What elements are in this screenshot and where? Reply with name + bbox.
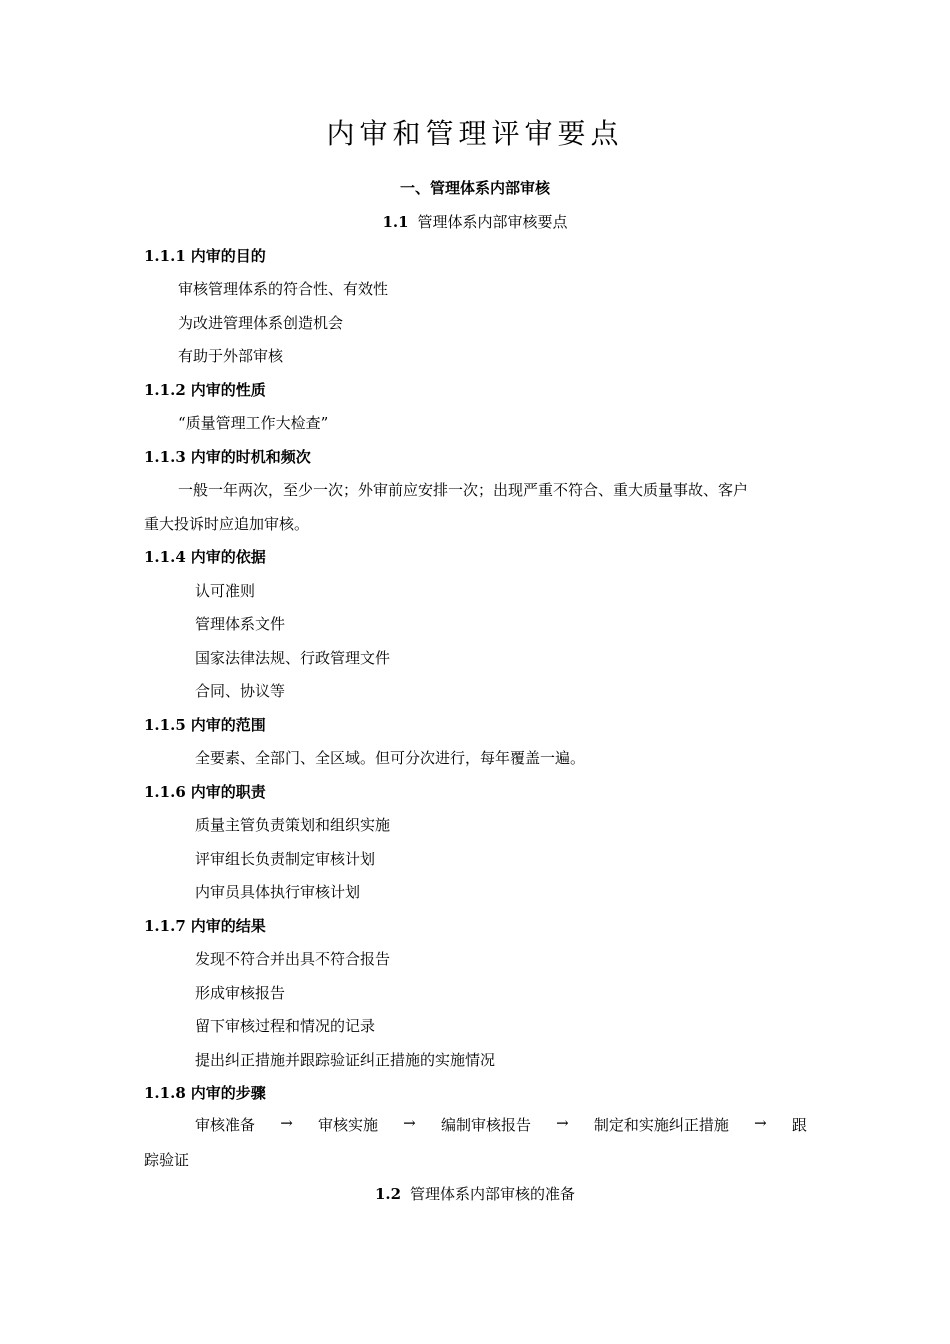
arrow-right-icon: → [403, 1114, 416, 1132]
paragraph-line: 踪验证 [144, 1151, 190, 1169]
step-label: 审核实施 [317, 1116, 378, 1134]
paragraph: 全要素、全部门、全区域。但可分次进行，每年覆盖一遍。 [195, 749, 586, 767]
paragraph-line: 一般一年两次，至少一次；外审前应安排一次；出现严重不符合、重大质量事故、客户 [178, 481, 749, 499]
list-item: 留下审核过程和情况的记录 [195, 1017, 376, 1035]
section-heading: 一、管理体系内部审核 [399, 179, 550, 197]
subsection-title: 管理体系内部审核的准备 [410, 1185, 576, 1203]
list-item: 形成审核报告 [195, 984, 286, 1002]
arrow-right-icon: → [754, 1114, 767, 1132]
subsection-number: 1.2 [374, 1185, 402, 1203]
step-label: 跟 [791, 1116, 807, 1134]
list-item: 评审组长负责制定审核计划 [195, 850, 376, 868]
heading-number: 1.1.1 [144, 247, 186, 265]
list-item: 质量主管负责策划和组织实施 [195, 816, 391, 834]
heading-title: 内审的时机和频次 [190, 448, 311, 466]
heading-1-1-7 [144, 915, 266, 936]
arrow-right-icon: → [280, 1114, 293, 1132]
list-item: 有助于外部审核 [178, 347, 284, 365]
heading-1-1-6 [144, 781, 266, 802]
list-item: 国家法律法规、行政管理文件 [195, 649, 391, 667]
heading-number: 1.1.8 [144, 1084, 186, 1102]
subsection-heading-1-2 [0, 1183, 950, 1204]
list-item: 提出纠正措施并跟踪验证纠正措施的实施情况 [195, 1051, 496, 1069]
arrow-right-icon: → [556, 1114, 569, 1132]
heading-number: 1.1.7 [144, 917, 186, 935]
list-item: 为改进管理体系创造机会 [178, 314, 344, 332]
heading-title: 内审的步骤 [190, 1084, 266, 1102]
heading-title: 内审的性质 [190, 381, 266, 399]
step-label: 审核准备 [195, 1116, 256, 1134]
process-steps [195, 1114, 807, 1135]
heading-1-1-8 [144, 1082, 266, 1103]
heading-title: 内审的结果 [190, 917, 266, 935]
list-item: 审核管理体系的符合性、有效性 [178, 280, 389, 298]
heading-1-1-2 [144, 379, 266, 400]
step-label: 制定和实施纠正措施 [593, 1116, 729, 1134]
heading-number: 1.1.2 [144, 381, 186, 399]
heading-1-1-3 [144, 446, 311, 467]
heading-title: 内审的依据 [190, 548, 266, 566]
heading-1-1-1 [144, 245, 266, 266]
list-item: 认可准则 [195, 582, 256, 600]
heading-title: 内审的目的 [190, 247, 266, 265]
subsection-heading-1-1 [0, 211, 950, 232]
list-item: 管理体系文件 [195, 615, 286, 633]
document-title: 内审和管理评审要点 [326, 117, 624, 150]
heading-number: 1.1.6 [144, 783, 186, 801]
list-item: 合同、协议等 [195, 682, 286, 700]
heading-1-1-4 [144, 546, 266, 567]
heading-number: 1.1.5 [144, 716, 186, 734]
heading-1-1-5 [144, 714, 266, 735]
heading-title: 内审的职责 [190, 783, 266, 801]
list-item: 内审员具体执行审核计划 [195, 883, 361, 901]
subsection-title: 管理体系内部审核要点 [417, 213, 568, 231]
heading-number: 1.1.4 [144, 548, 186, 566]
paragraph: “质量管理工作大检查” [178, 414, 329, 432]
heading-title: 内审的范围 [190, 716, 266, 734]
list-item: 发现不符合并出具不符合报告 [195, 950, 391, 968]
paragraph-line: 重大投诉时应追加审核。 [144, 515, 310, 533]
subsection-number: 1.1 [382, 213, 409, 231]
heading-number: 1.1.3 [144, 448, 186, 466]
step-label: 编制审核报告 [440, 1116, 531, 1134]
